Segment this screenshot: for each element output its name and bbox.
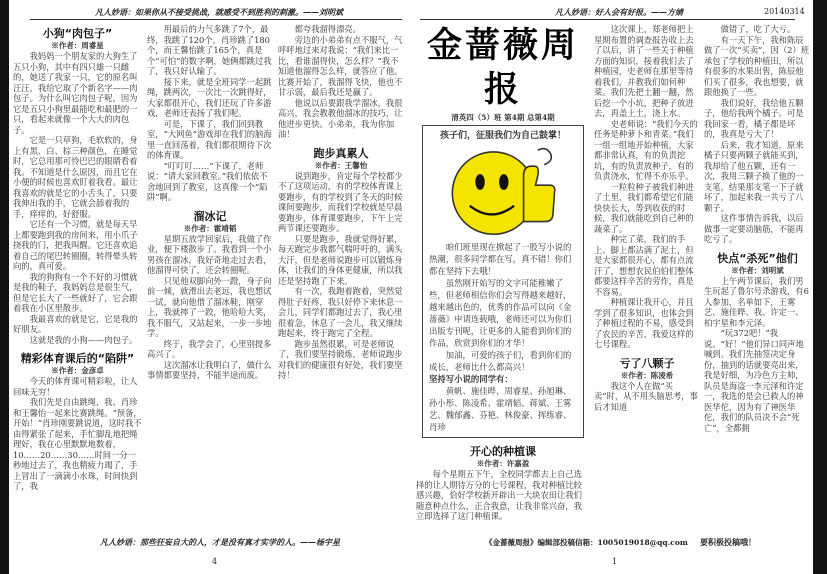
paragraph: 这就是我的小狗——肉包子。 [29, 334, 138, 345]
header-motto-right: 凡人妙语：好人会有好报。——方婧 [555, 7, 683, 17]
article-pe-class-continued [147, 24, 273, 203]
header-rule-right [420, 19, 795, 20]
column-right-1 [416, 24, 590, 528]
paragraph: 说到跑步，肯定每个学校都少不了这项运动，有的学校体育课上要跑步，有的学校到了冬天的时候课间要跑步，而我们学校就是早晨要跑步，体育课要跑步，下午上完两节课还要跑步。 [278, 170, 403, 233]
article-puppy [13, 26, 142, 345]
writers-list-label: 坚持写小说的同学有： [429, 374, 513, 384]
article-title: 溜冰记 [193, 209, 227, 223]
smiley-thumbs-up-icon [443, 144, 563, 239]
article-author: ※作者：霍靖韬 [183, 223, 237, 233]
column-right-3 [704, 24, 811, 439]
editorial-box [422, 125, 584, 438]
paragraph: 有一天下午，我和陈辰做了一次“买卖”，因（2）班承包了学校的种植田，所以有很多的水果出售，陈辰他们买了很多，我也想要，就跟他换了一些。 [704, 34, 810, 97]
article-title: 精彩体育课后的“陷阱” [20, 352, 135, 365]
article-title: 小狗“肉包子” [42, 27, 113, 40]
footer-submission-email: 《金蔷薇周报》编辑部投稿信箱：1005019018@qq.com [485, 538, 688, 547]
paragraph: 上午两节课后，我们男生玩起了鲁尔号杀游戏，有6人参加，名单如下，王雾艺、施佳晔、我、许定一、柏宇星和李元泽。 [704, 275, 809, 328]
paragraph: 这次课上，郑老师把上星期布置的调查报告收上去了以后，讲了一些关于种植方面的知识，接着我们去了种植园，史老师在那里等待着我们，并教我们如何种菜。我们先把土翻一翻，然后挖一个小坑，把种子放进去，再盖上土，浇上水。 [594, 24, 694, 118]
paragraph: 虽然刚开始写的文字可能稚嫩了些，但老师相信你们会写得越来越好，越来越出色的，优秀的作品可以向《金蔷薇》申请连载哦，老师还可以为你们出版专刊呢，让更多的人能看到你们的作品，欣赏到你们的才华！ [429, 278, 572, 348]
paragraph: 都夸我溜得漂亮。 [294, 24, 361, 34]
paragraph: 种完了菜，我们的手上、脚上都沾满了泥土，但是大家都很开心，都有点流汗了，想想农民伯伯们整体都要这样辛苦的劳作，真是不容易。 [594, 234, 694, 297]
article-title: 跑步真累人 [313, 146, 369, 160]
article-title: 亏了八颗子 [619, 356, 675, 370]
header-rule-left [30, 19, 402, 20]
header-motto-left: 凡人妙语：如果你从不接受挑战，就感受不到胜利的刺激。——刘明斌 [95, 7, 343, 17]
paragraph: 这件事情告诉我，以后做事一定要动脑筋，不能再吃亏了。 [704, 213, 804, 244]
paragraph: 种植课让我开心，并且学到了很多知识，也体会到了种植过程的不易，感受到了农民的辛苦，我爱这样的七号课程。 [594, 297, 694, 349]
paragraph: 它还有一个习惯，就是每天早上都要跑到我的房间来，用小爪子挠我的门，把我叫醒。它还喜欢追着自己的尾巴转圈圈，转得晕头转向的，真可爱。 [13, 219, 138, 271]
article-author: ※作者：金彦卓 [51, 366, 104, 375]
paragraph: 咱们班里现在掀起了一股写小说的热潮，很多同学都在写，真不错！你们都在坚持下去哦！ [429, 242, 572, 276]
article-title: 快点“杀死”他们 [717, 251, 798, 265]
article-author: ※作者：周睿星 [51, 41, 104, 50]
article-skating [147, 209, 273, 381]
article-pe-class [13, 351, 142, 492]
column-left-1 [13, 24, 142, 498]
masthead-issue: 清英四（5）班 第4期 总第4期 [451, 113, 555, 122]
paragraph: 后来，我才知道，原来橘子只要两颗子就能买到，我却给了他五颗，还有一次，我用三颗子换了他的一支笔，结果那支笔一下子就坏了，加起来我一共亏了八颗子。 [704, 139, 804, 213]
article-planting [416, 444, 590, 522]
article-eight-coins [594, 356, 700, 413]
article-author: ※作者：许嘉盈 [476, 459, 530, 468]
paragraph: 今天的体育课可精彩啦，让人回味无穷！ [13, 376, 138, 397]
footer-motto-left: 凡人妙语：那些狂妄自大的人，才是没有真才实学的人。——杨宇星 [100, 537, 340, 547]
article-author: ※作者：陈凌希 [620, 370, 674, 380]
column-left-2 [147, 24, 273, 387]
paragraph: 我们先是自由跳绳，我、肖珍和王馨怡一起来比赛跳绳。“预备，开始！”肖珍刚要跳说道，这时我不由得紧张了起来，手忙脚乱地把绳理好，我在心里默默地数着，10……20……30……时间一分一秒地过去了，我也精疲力竭了，手上冒出了一滴滴小水珠，时间快到了，我 [13, 397, 142, 491]
page-number-right: 1 [612, 557, 618, 566]
paragraph: 一粒粒种子被我们种进了土里，我们都希望它们能快快长大，等到收获的时候，我们就能吃到自己种的蔬菜了。 [594, 181, 694, 234]
paragraph: 接下来，就是全班同学一起跳绳，跳两次，一次比一次跳得好，大家都很开心，我们还玩了许多游戏，老师还表扬了我们呢。 [147, 76, 272, 118]
paragraph: 跑步虽然很累，可是老师说了，我们要坚持锻炼，老师说跑步对我们的健康很有好处，我们要坚持！ [278, 338, 403, 380]
writers-list: 黄帆、施佳晔、周睿星、孙旭琳、孙小彤、陈凌希、霍靖韬、蒋斌、王雾艺、魏郁鑫、芬艳、林俊豪、挥练睿、肖珍 [429, 386, 572, 432]
article-planting-continued [594, 24, 700, 350]
paragraph: 终于，我学会了，心里别提多高兴了。 [147, 338, 272, 359]
paragraph: 史老师说：“我们今天的任务是种萝卜和青菜。”我们一组一组地开始种植，大家都非常认真，有的负责挖坑，有的负责放种子，有的负责浇水，忙得不亦乐乎。 [594, 118, 698, 181]
article-author: ※作者：王馨怡 [314, 160, 368, 170]
paragraph: “叮叮叮……”下课了，老师说：“请大家回教室。”我们依依不舍地回到了教室，这真像一个“陷阱”啊。 [147, 160, 268, 202]
column-left-3 [278, 24, 404, 387]
issue-date: 20140314 [764, 7, 805, 16]
paragraph: 旁边的小弟弟有点不服气，气呼呼地过来对我说：“我们来比一比，看谁溜得快，怎么样？”我不知道他溜得怎么样，就答应了他。比赛开始了，我溜得飞快，他也不甘示弱，最后我还是赢了。 [278, 34, 403, 97]
paragraph: 它是一只草狗，毛软软的，身上有黑、白、棕三种颜色，在睡觉时，它总用那可怜巴巴的眼睛看着我。不知道是什么原因，而且它在小便的时候也喜欢盯着我看。最让我喜欢的就是它的小舌头了，只要我伸出我的手，它就会舔着我的手，痒痒的，好舒服。 [13, 135, 138, 219]
masthead-title: 金蔷薇周报 [426, 25, 579, 110]
paragraph: 只要是跑步，我就觉得好累，每天跑完步我都气喘吁吁的，满头大汗，但是老师说跑步可以锻炼身体，让我们的身体更健康，所以我还是坚持跑了下来。 [278, 233, 403, 286]
paragraph: 只见他双脚向外一蹬，身子向前一倾，就滑出去老远，我也想试一试，就向他借了溜冰鞋，刚穿上，我就摔了一跤，他哈哈大笑，我不服气，又站起来，一步一步地学。 [147, 275, 272, 338]
article-kill-game [704, 251, 811, 434]
paragraph: 加油，可爱的孩子们，看到你们的成长，老师比什么都高兴！ [429, 350, 572, 372]
paragraph: “玩372吧！”我说。“好！”他们异口同声地喊到。我们先抽签决定身份，抽到的话就要亮出来，我是好细，为冷色方主帅，队员是海盗一李元泽和许定一，我选的是会已救人的神医华佗，因为有了神医华佗，我们的队员决不会“死亡”，全都拥 [704, 328, 804, 433]
article-author: ※作者：刘明斌 [731, 265, 784, 275]
paragraph: 用最后的力气多跳了7个，最终，我跳了120个，肖珍跳了180个，而王馨怡跳了165个，真是个“可怕”的数字啊，她俩都跳过我了，我只好认输了。 [147, 24, 272, 76]
paragraph: 可是，下课了，我们回到教室，“大网鱼”游戏却在我们的脑海里一直回荡着，我们都很期待下次的体育课。 [147, 118, 272, 160]
paragraph: 有一次，我跑着跑着，突然觉得肚子好疼，我只好停下来休息一会儿，同学们都跑过去了，我心里很着急，休息了一会儿，我又继续跑起来，终于跑完了全程。 [278, 286, 403, 338]
scan-border-right [813, 0, 827, 574]
page-number-left: 4 [212, 557, 218, 566]
paragraph: 这次溜冰让我明白了，做什么事情都要坚持，不能半途而废。 [147, 359, 272, 380]
article-eight-coins-continued [704, 24, 811, 245]
footer-call-to-submit: 要积极投稿哦！ [700, 537, 756, 547]
paragraph: 他说以后要跟我学溜冰，我很高兴，我会教教他溜冰的技巧，让他进步更快。小弟弟，我为你加油！ [278, 97, 403, 139]
paragraph: 星期五放学回家后，我做了作业，便下楼散步了。我看到一个小男孩在溜冰，我好奇地走过去看，他溜得可快了，还会转圈呢。 [147, 233, 272, 275]
scan-border-left [0, 0, 9, 574]
paragraph: 我这个人在做“买卖”时，从不用头脑思考，事后才知道 [594, 380, 698, 412]
article-title: 开心的种植课 [470, 445, 536, 458]
paragraph: 我们说好，我给他五颗子，他给我两个橘子。可是我回家一看，橘子都是坏的，我真是亏大了！ [704, 97, 804, 139]
paragraph: 我的狗狗有一个不好的习惯就是我的鞋子，我妈妈总是很生气，但是它长大了一些就好了，它会跟着我在小区里散步。 [13, 271, 138, 313]
article-skating-continued [278, 24, 404, 140]
paragraph: 我最喜欢的就是它，它是我的好朋友。 [13, 313, 138, 334]
column-right-2 [594, 24, 700, 418]
paragraph: 做错了，吃了大亏。 [720, 24, 796, 34]
editorial-headline: 孩子们，征服我们为自己鼓掌！ [439, 131, 566, 141]
paragraph: 我妈妈一个朋友家的大狗生了五只小狗，其中有四只雄一只雌的，她送了我家一只，它的原名叫汪汪，我给它取了个新名字——肉包子。为什么叫它肉包子呢，因为它是五只小狗里最能吃和最肥的一只，看起来就像一个大大的肉包子。 [13, 51, 138, 135]
paragraph: 每个星期五下午，全校同学都去上自己选择的让人期待万分的七号课程，我对种植比较感兴趣，恰好学校新开辟出一大块农田让我们随意种点什么，正合我意，让我非常兴奋，我立即选择了这门种植课。 [416, 469, 582, 521]
article-running [278, 146, 404, 381]
